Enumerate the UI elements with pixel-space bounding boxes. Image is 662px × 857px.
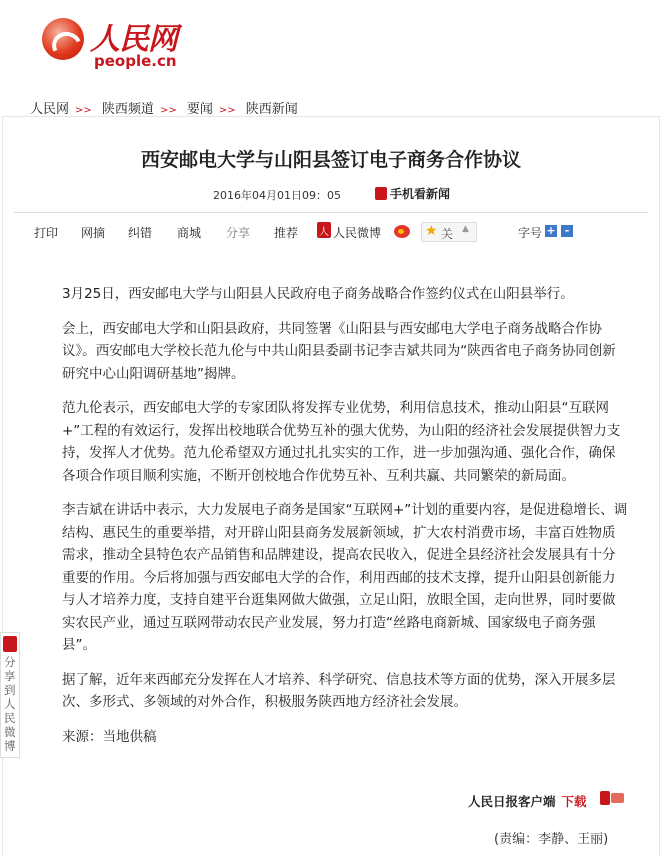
star-icon: ★ xyxy=(425,223,438,239)
breadcrumb xyxy=(30,98,302,117)
article-paragraph: 会上，西安邮电大学和山阳县政府，共同签署《山阳县与西安邮电大学电子商务战略合作协议》。西安邮电大学校长范九伦与中共山阳县委副书记李吉斌共同为“陕西省电子商务协同创新研究中心山阳调研基地”揭牌。 xyxy=(62,320,616,382)
recommend-button[interactable]: 推荐 xyxy=(274,226,299,240)
mobile-news-link[interactable] xyxy=(375,185,450,202)
font-decrease-button[interactable]: - xyxy=(561,225,573,237)
breadcrumb-item[interactable]: 要闻 xyxy=(186,102,213,117)
article-paragraph: 范九伦表示，西安邮电大学的专家团队将发挥专业优势，利用信息技术，推动山阳县“互联网+”工程的有效运行，发挥出校地联合优势互补的强大优势，为山阳的经济社会发展提供智力支持，发挥人才优势。范九伦希望双方通过扎扎实实的工作，进一步加强沟通、强化合作，确保各项合作项目顺利实施，不断开创校地合作优势互补、互利共赢、共同繁荣的新局面。 xyxy=(62,400,621,484)
share-label: 分享 xyxy=(226,226,251,240)
sina-weibo-icon[interactable] xyxy=(394,225,410,238)
article-body xyxy=(62,283,628,760)
breadcrumb-separator: >> xyxy=(159,105,177,116)
mall-link[interactable]: 商城 xyxy=(177,226,202,240)
people-weibo-icon[interactable] xyxy=(317,222,331,238)
app-promo-text: 人民日报客户端 xyxy=(468,794,556,809)
people-weibo-link[interactable]: 人民微博 xyxy=(333,226,382,240)
caret-up-icon: ▲ xyxy=(462,224,469,234)
people-daily-app-icon[interactable] xyxy=(600,789,624,807)
article-paragraph: 据了解，近年来西邮充分发挥在人才培养、科学研究、信息技术等方面的优势，深入开展多层次、多形式、多领域的对外合作，积极服务陕西地方经济社会发展。 xyxy=(62,671,616,710)
logo-text-en: people.cn xyxy=(94,52,177,70)
logo-mark-icon xyxy=(42,18,84,60)
font-size-label: 字号 xyxy=(518,226,543,240)
share-to-weibo-widget[interactable] xyxy=(0,632,20,758)
divider xyxy=(14,212,648,213)
correct-button[interactable]: 纠错 xyxy=(128,226,153,240)
mobile-news-label: 手机看新闻 xyxy=(390,187,451,201)
breadcrumb-item[interactable]: 人民网 xyxy=(30,102,70,117)
follow-label: 关 xyxy=(441,227,454,241)
people-logo[interactable] xyxy=(42,14,182,74)
article-source: 来源：当地供稿 xyxy=(62,728,157,745)
breadcrumb-item[interactable]: 陕西新闻 xyxy=(245,102,298,117)
article-paragraph: 3月25日，西安邮电大学与山阳县人民政府电子商务战略合作签约仪式在山阳县举行。 xyxy=(62,286,574,302)
people-weibo-icon xyxy=(3,636,17,652)
share-to-weibo-label: 分享到人民微博 xyxy=(4,655,16,753)
breadcrumb-separator: >> xyxy=(75,105,92,116)
print-button[interactable]: 打印 xyxy=(34,226,59,240)
excerpt-button[interactable]: 网摘 xyxy=(81,226,106,240)
download-link[interactable]: 下载 xyxy=(561,794,587,809)
page-title: 西安邮电大学与山阳县签订电子商务合作协议 xyxy=(140,149,521,171)
publish-date: 2016年04月01日09：05 xyxy=(213,189,341,202)
article-paragraph: 李吉斌在讲话中表示，大力发展电子商务是国家“互联网+”计划的重要内容，是促进稳增长、调结构、惠民生的重要举措，对开辟山阳县商务发展新领域，扩大农村消费市场，丰富百姓物质需求，推动全县特色农产品销售和品牌建设，提高农民收入，促进全县经济社会发展具有十分重要的作用。今后将加强与西安邮电大学的合作，利用西邮的技术支撑，提升山阳县创新能力与人才培养力度，支持自建平台逛集网做大做强，立足山阳，放眼全国，走向世界，同时要做实农民产业，通过互联网带动农民产业发展，努力打造“丝路电商新城、国家级电子商务强县”。 xyxy=(62,502,628,653)
article-toolbar xyxy=(0,222,662,242)
phone-icon xyxy=(375,187,387,200)
editor-credit: (责编：李静、王丽) xyxy=(494,832,609,847)
follow-button[interactable] xyxy=(421,222,477,242)
app-promo[interactable] xyxy=(468,792,587,810)
font-increase-button[interactable]: + xyxy=(546,224,556,237)
logo-text-cn: 人民网 xyxy=(90,22,177,57)
breadcrumb-item[interactable]: 陕西频道 xyxy=(101,102,154,117)
breadcrumb-separator: >> xyxy=(218,105,236,116)
